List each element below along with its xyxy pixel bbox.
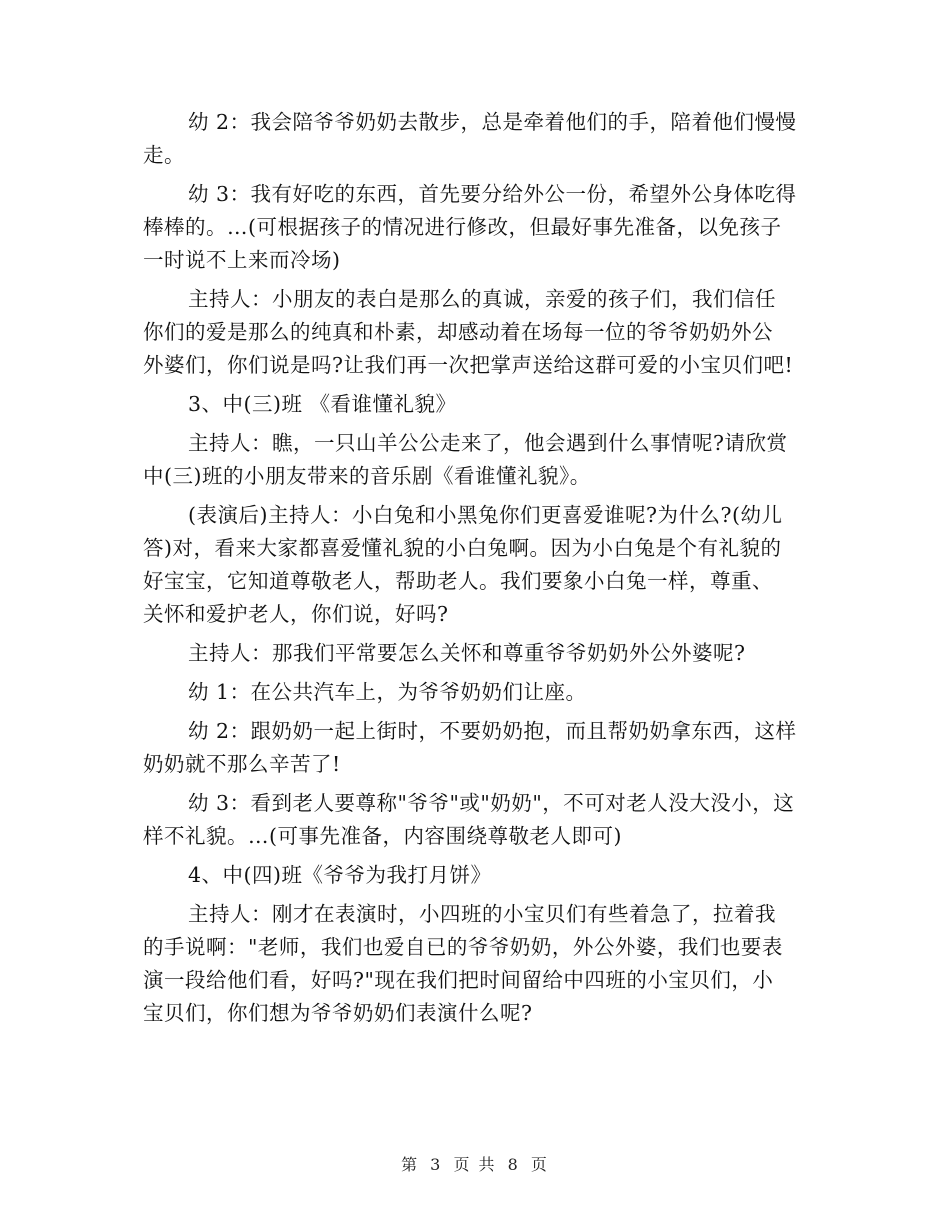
- paragraph-line: 答)对，看来大家都喜爱懂礼貌的小白兔啊。因为小白兔是个有礼貌的: [143, 536, 782, 560]
- paragraph: [143, 283, 811, 382]
- paragraph-line: 4、中(四)班《爷爷为我打月饼》: [188, 863, 492, 887]
- paragraph: [143, 715, 811, 781]
- paragraph-line: 关怀和爱护老人，你们说，好吗?: [143, 602, 449, 626]
- footer-current-page: 3: [430, 1155, 443, 1174]
- paragraph-line: 演一段给他们看，好吗?"现在我们把时间留给中四班的小宝贝们，小: [143, 968, 774, 992]
- paragraph: [143, 859, 811, 892]
- paragraph: [143, 178, 811, 277]
- paragraph-line: 样不礼貌。…(可事先准备，内容围绕尊敬老人即可): [143, 824, 622, 848]
- paragraph-line: 幼 3：我有好吃的东西，首先要分给外公一份，希望外公身体吃得: [188, 182, 797, 206]
- paragraph: [143, 427, 811, 493]
- document-body: [143, 106, 811, 1030]
- footer-prefix: 第: [401, 1155, 420, 1174]
- footer-middle: 页 共: [453, 1155, 497, 1174]
- paragraph-line: 奶奶就不那么辛苦了!: [143, 752, 341, 776]
- paragraph-line: 棒棒的。…(可根据孩子的情况进行修改，但最好事先准备，以免孩子: [143, 215, 782, 239]
- paragraph-line: 主持人：刚才在表演时，小四班的小宝贝们有些着急了，拉着我: [188, 902, 776, 926]
- paragraph: [143, 676, 811, 709]
- paragraph: [143, 898, 811, 1030]
- paragraph-line: 走。: [143, 143, 185, 167]
- paragraph-line: 幼 2：跟奶奶一起上街时，不要奶奶抱，而且帮奶奶拿东西，这样: [188, 719, 797, 743]
- footer-suffix: 页: [530, 1155, 549, 1174]
- paragraph-line: 幼 3：看到老人要尊称"爷爷"或"奶奶"，不可对老人没大没小，这: [188, 791, 795, 815]
- footer-total-pages: 8: [507, 1155, 520, 1174]
- paragraph-line: 主持人：小朋友的表白是那么的真诚，亲爱的孩子们，我们信任: [188, 287, 776, 311]
- paragraph: [143, 787, 811, 853]
- paragraph-line: 幼 1：在公共汽车上，为爷爷奶奶们让座。: [188, 680, 587, 704]
- paragraph: [143, 637, 811, 670]
- paragraph: [143, 388, 811, 421]
- paragraph-line: 幼 2：我会陪爷爷奶奶去散步，总是牵着他们的手，陪着他们慢慢: [188, 110, 797, 134]
- paragraph-line: 宝贝们，你们想为爷爷奶奶们表演什么呢?: [143, 1001, 533, 1025]
- paragraph-line: 的手说啊："老师，我们也爱自已的爷爷奶奶，外公外婆，我们也要表: [143, 935, 783, 959]
- paragraph-line: 好宝宝，它知道尊敬老人，帮助老人。我们要象小白兔一样，尊重、: [143, 569, 773, 593]
- paragraph: [143, 106, 811, 172]
- paragraph-line: (表演后)主持人：小白兔和小黑兔你们更喜爱谁呢?为什么?(幼儿: [188, 503, 783, 527]
- page-footer: [0, 1152, 950, 1175]
- paragraph-line: 3、中(三)班 《看谁懂礼貌》: [188, 392, 457, 416]
- paragraph-line: 外婆们，你们说是吗?让我们再一次把掌声送给这群可爱的小宝贝们吧!: [143, 353, 794, 377]
- paragraph-line: 你们的爱是那么的纯真和朴素，却感动着在场每一位的爷爷奶奶外公: [143, 320, 773, 344]
- paragraph-line: 中(三)班的小朋友带来的音乐剧《看谁懂礼貌》。: [143, 464, 591, 488]
- paragraph: [143, 499, 811, 631]
- paragraph-line: 一时说不上来而冷场): [143, 248, 341, 272]
- paragraph-line: 主持人：瞧，一只山羊公公走来了，他会遇到什么事情呢?请欣赏: [188, 431, 788, 455]
- paragraph-line: 主持人：那我们平常要怎么关怀和尊重爷爷奶奶外公外婆呢?: [188, 641, 746, 665]
